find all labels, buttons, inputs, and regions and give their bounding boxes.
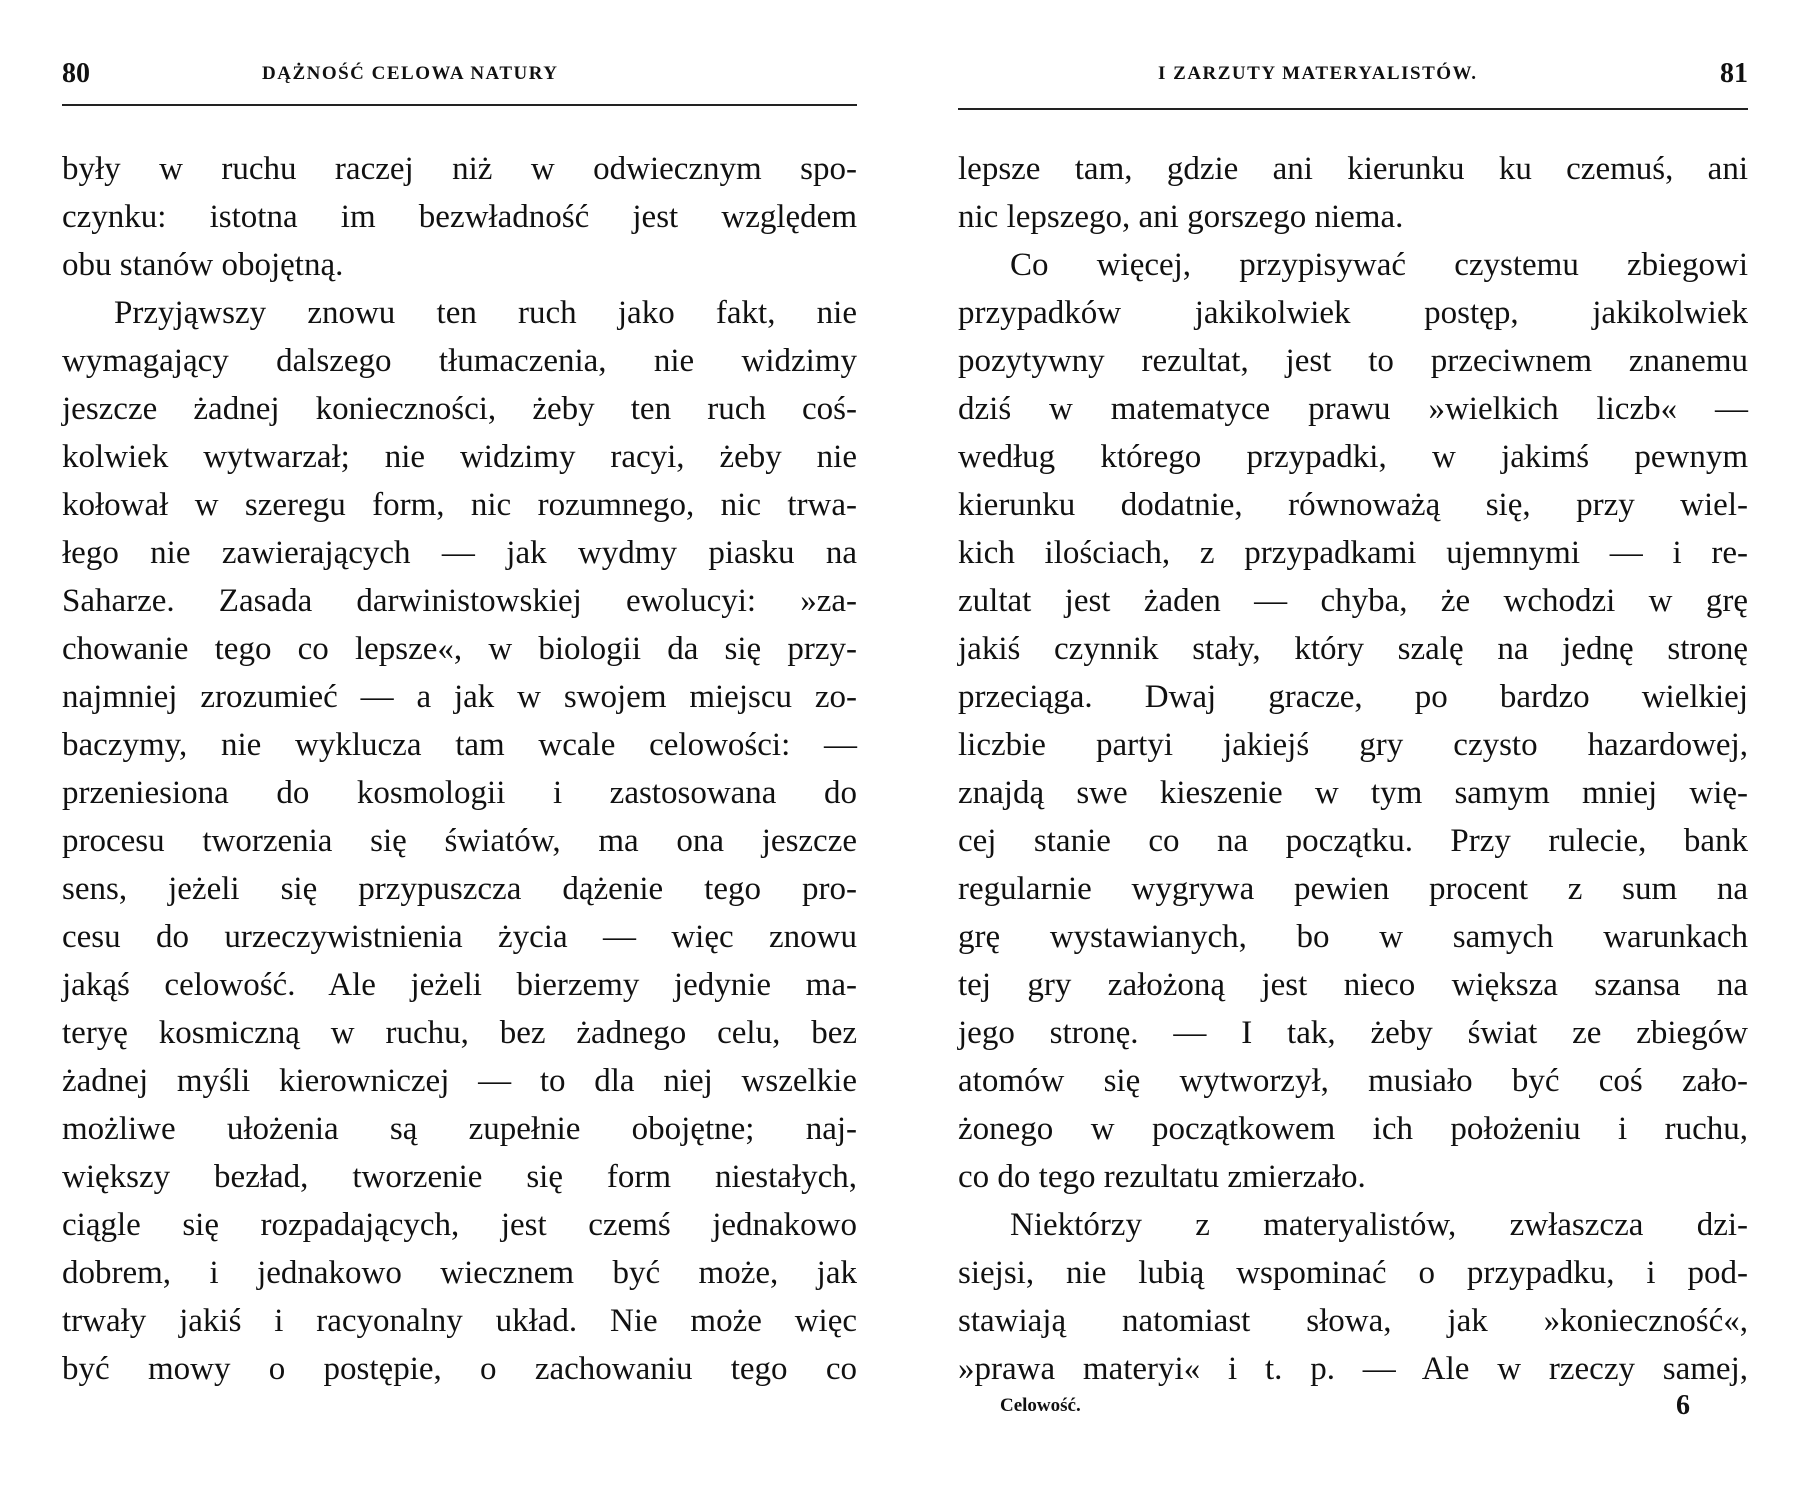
text-line: teryę kosmiczną w ruchu, bez żadnego celu, bez xyxy=(62,1015,857,1051)
text-line: ciągle się rozpadających, jest czemś jednakowo xyxy=(62,1207,857,1243)
text-line: przypadków jakikolwiek postęp, jakikolwiek xyxy=(958,295,1748,331)
running-head: I ZARZUTY MATERYALISTÓW. xyxy=(1158,63,1478,84)
text-line: co do tego rezultatu zmierzało. xyxy=(958,1159,1366,1195)
signature-mark: Celowość. xyxy=(1000,1395,1081,1416)
text-line: żonego w początkowem ich położeniu i ruchu, xyxy=(958,1111,1748,1147)
text-line: znajdą swe kieszenie w tym samym mniej wię- xyxy=(958,775,1748,811)
text-line: siejsi, nie lubią wspominać o przypadku, i pod- xyxy=(958,1255,1748,1291)
text-line: tej gry założoną jest nieco większa szansa na xyxy=(958,967,1748,1003)
text-line: pozytywny rezultat, jest to przeciwnem znanemu xyxy=(958,343,1748,379)
text-line: cesu do urzeczywistnienia życia — więc znowu xyxy=(62,919,857,955)
left-page xyxy=(62,0,857,1500)
text-line: jakiś czynnik stały, który szalę na jednę stronę xyxy=(958,631,1748,667)
left-header xyxy=(62,58,857,92)
text-line: łego nie zawierających — jak wydmy piasku na xyxy=(62,535,857,571)
text-line: procesu tworzenia się światów, ma ona jeszcze xyxy=(62,823,857,859)
text-line: Niektórzy z materyalistów, zwłaszcza dzi- xyxy=(1010,1207,1748,1243)
page-number: 81 xyxy=(1720,58,1748,89)
text-line: czynku: istotna im bezwładność jest względem xyxy=(62,199,857,235)
text-line: przeniesiona do kosmologii i zastosowana do xyxy=(62,775,857,811)
text-line: Co więcej, przypisywać czystemu zbiegowi xyxy=(1010,247,1748,283)
text-line: Saharze. Zasada darwinistowskiej ewolucyi: »za- xyxy=(62,583,857,619)
text-line: regularnie wygrywa pewien procent z sum na xyxy=(958,871,1748,907)
right-page xyxy=(958,0,1748,1500)
text-line: przeciąga. Dwaj gracze, po bardzo wielkiej xyxy=(958,679,1748,715)
text-line: cej stanie co na początku. Przy rulecie, bank xyxy=(958,823,1748,859)
header-rule xyxy=(62,104,857,106)
text-line: możliwe ułożenia są zupełnie obojętne; naj- xyxy=(62,1111,857,1147)
header-rule xyxy=(958,108,1748,110)
text-line: baczymy, nie wyklucza tam wcale celowości: — xyxy=(62,727,857,763)
text-line: według którego przypadki, w jakimś pewnym xyxy=(958,439,1748,475)
page-number: 80 xyxy=(62,58,90,89)
text-line: atomów się wytworzył, musiało być coś zało- xyxy=(958,1063,1748,1099)
text-line: jakąś celowość. Ale jeżeli bierzemy jedynie ma- xyxy=(62,967,857,1003)
text-line: jeszcze żadnej konieczności, żeby ten ruch coś- xyxy=(62,391,857,427)
right-header xyxy=(958,58,1748,92)
text-line: zultat jest żaden — chyba, że wchodzi w grę xyxy=(958,583,1748,619)
text-line: kolwiek wytwarzał; nie widzimy racyi, żeby nie xyxy=(62,439,857,475)
text-line: »prawa materyi« i t. p. — Ale w rzeczy samej, xyxy=(958,1351,1748,1387)
text-line: żadnej myśli kierowniczej — to dla niej wszelkie xyxy=(62,1063,857,1099)
text-line: nic lepszego, ani gorszego niema. xyxy=(958,199,1404,235)
text-line: chowanie tego co lepsze«, w biologii da się przy- xyxy=(62,631,857,667)
text-line: lepsze tam, gdzie ani kierunku ku czemuś, ani xyxy=(958,151,1748,187)
text-line: być mowy o postępie, o zachowaniu tego co xyxy=(62,1351,857,1387)
text-line: większy bezład, tworzenie się form niestałych, xyxy=(62,1159,857,1195)
text-line: kierunku dodatnie, równoważą się, przy wiel- xyxy=(958,487,1748,523)
text-line: grę wystawianych, bo w samych warunkach xyxy=(958,919,1748,955)
text-line: kołował w szeregu form, nic rozumnego, nic trwa- xyxy=(62,487,857,523)
signature-number: 6 xyxy=(1676,1390,1690,1421)
text-line: trwały jakiś i racyonalny układ. Nie może więc xyxy=(62,1303,857,1339)
text-line: jego stronę. — I tak, żeby świat ze zbiegów xyxy=(958,1015,1748,1051)
text-line: sens, jeżeli się przypuszcza dążenie tego pro- xyxy=(62,871,857,907)
text-line: dziś w matematyce prawu »wielkich liczb« — xyxy=(958,391,1748,427)
text-line: Przyjąwszy znowu ten ruch jako fakt, nie xyxy=(114,295,857,331)
text-line: obu stanów obojętną. xyxy=(62,247,344,283)
text-line: najmniej zrozumieć — a jak w swojem miejscu zo- xyxy=(62,679,857,715)
text-line: kich ilościach, z przypadkami ujemnymi — i re- xyxy=(958,535,1748,571)
text-line: dobrem, i jednakowo wiecznem być może, jak xyxy=(62,1255,857,1291)
text-line: były w ruchu raczej niż w odwiecznym spo- xyxy=(62,151,857,187)
text-line: liczbie partyi jakiejś gry czysto hazardowej, xyxy=(958,727,1748,763)
text-line: stawiają natomiast słowa, jak »konieczność«, xyxy=(958,1303,1748,1339)
running-head: DĄŻNOŚĆ CELOWA NATURY xyxy=(262,63,559,84)
text-line: wymagający dalszego tłumaczenia, nie widzimy xyxy=(62,343,857,379)
